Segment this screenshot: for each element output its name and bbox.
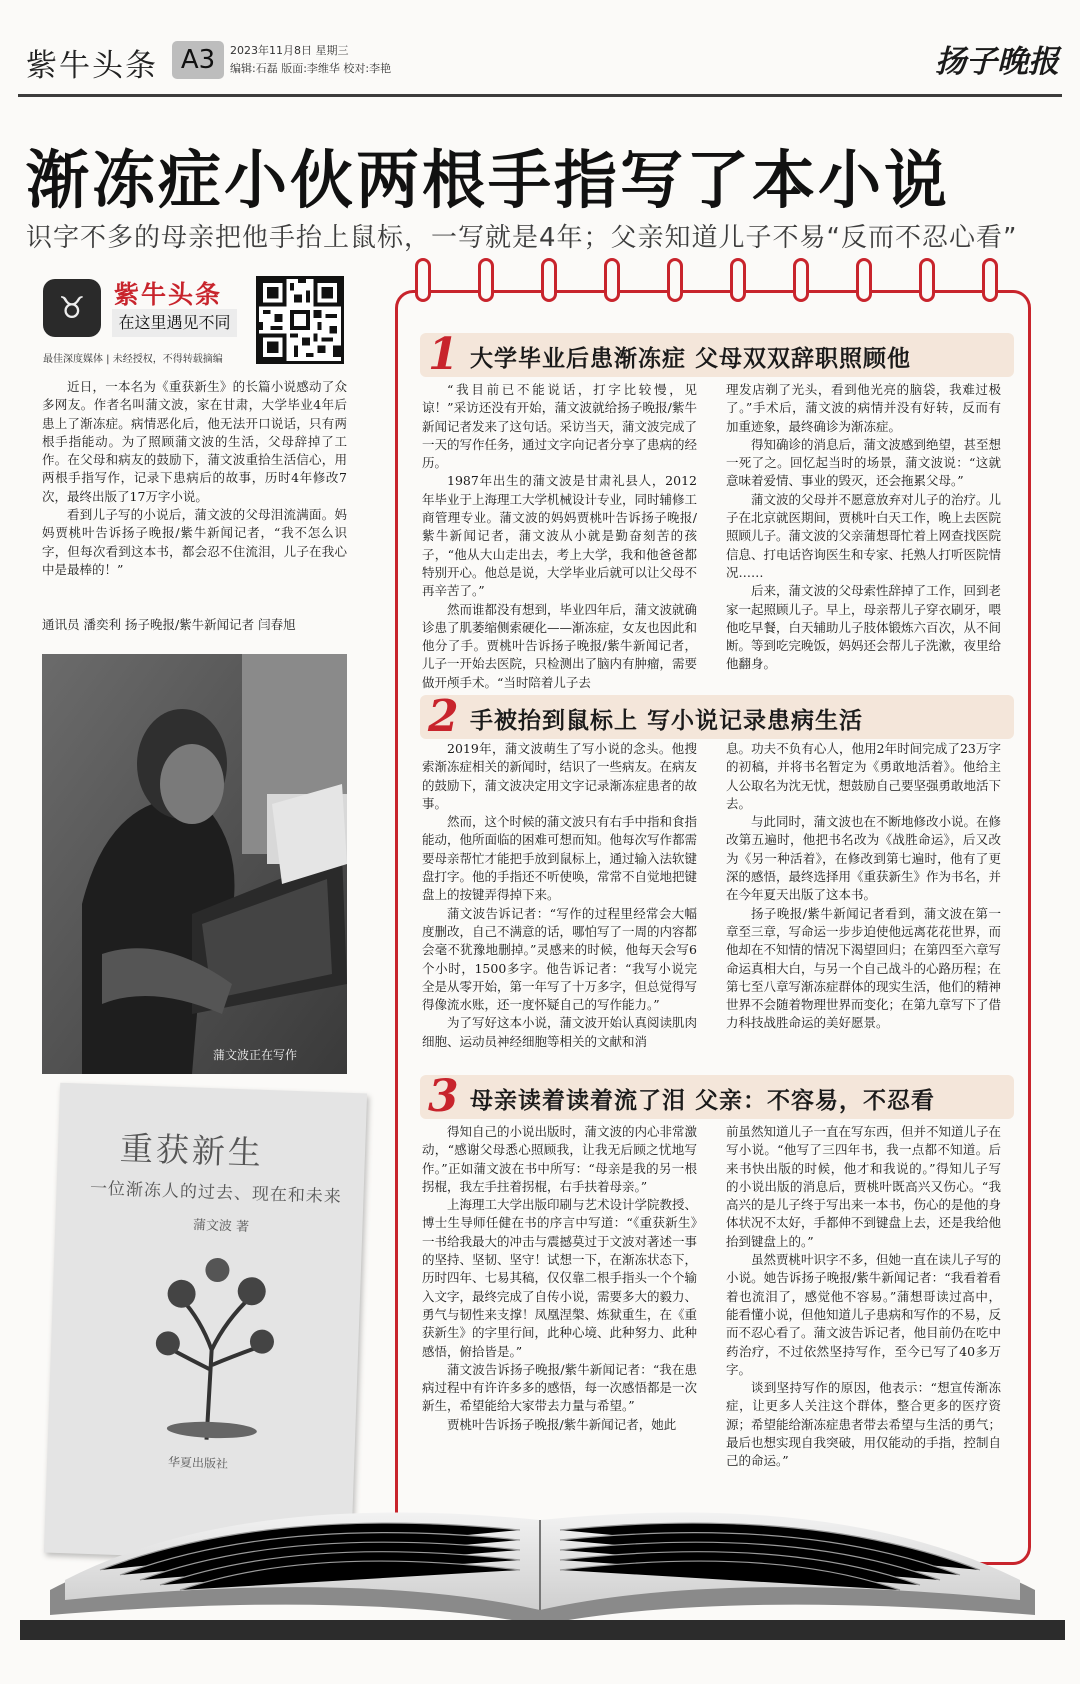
section-column	[726, 1123, 1001, 1471]
ring-icon	[667, 258, 683, 302]
binder-rings	[400, 258, 1030, 306]
paragraph: 后来，蒲文波的父母索性辞掉了工作，回到老家一起照顾儿子。早上，母亲帮儿子穿衣刷牙，喂他吃早餐，白天辅助儿子肢体锻炼六百次，从不间断。等到吃完晚饭，妈妈还会帮儿子洗漱，夜里给他翻身。	[726, 583, 1002, 672]
paragraph: 2019年，蒲文波萌生了写小说的念头。他搜索渐冻症相关的新闻时，结识了一些病友。在病友的鼓励下，蒲文波决定用文字记录渐冻症患者的故事。	[422, 741, 698, 811]
section-number: 2	[428, 691, 459, 742]
section-number: 1	[428, 329, 459, 380]
paragraph: 然而，这个时候的蒲文波只有右手中指和食指能动，他所面临的困难可想而知。他每次写作都需要母亲帮忙才能把手放到鼠标上，通过输入法软键盘打字。他的手指还不听使唤，常常不自觉地把键盘上的按键弄得掉下来。	[422, 814, 698, 903]
ring-icon	[856, 258, 872, 302]
section-title: 母亲读着读着流了泪 父亲：不容易，不忍看	[470, 1088, 936, 1114]
header-rule	[18, 94, 1062, 97]
section-title: 手被抬到鼠标上 写小说记录患病生活	[470, 708, 864, 734]
editors-line: 编辑:石磊 版面:李维华 校对:李艳	[230, 62, 392, 75]
date-line: 2023年11月8日 星期三	[230, 44, 349, 57]
paragraph: “我目前已不能说话，打字比较慢，见谅！”采访还没有开始，蒲文波就给扬子晚报/紫牛新闻记者发来了这句话。采访当天，蒲文波完成了一天的写作任务，通过文字向记者分享了患病的经历。	[422, 382, 698, 471]
book-author: 蒲文波 著	[192, 1218, 250, 1235]
open-book-illustration	[20, 1440, 1065, 1640]
ring-icon	[604, 258, 620, 302]
tree-illustration-icon	[137, 1237, 294, 1442]
book-title: 重获新生	[119, 1128, 265, 1173]
section-column	[422, 1123, 697, 1434]
ring-icon	[478, 258, 494, 302]
photo-caption: 蒲文波正在写作	[213, 1048, 298, 1062]
brand-name: 紫牛头条	[114, 280, 223, 309]
paragraph: 息。功夫不负有心人，他用2年时间完成了23万字的初稿，并将书名暂定为《勇敢地活着》。他给主人公取名为沈无忧，想鼓励自己要坚强勇敢地活下去。	[726, 741, 1002, 811]
ring-icon	[730, 258, 746, 302]
brand-tagline: 最佳深度媒体 | 未经授权，不得转载摘编	[43, 354, 223, 365]
paragraph: 为了写好这本小说，蒲文波开始认真阅读肌肉细胞、运动员神经细胞等相关的文献和消	[422, 1015, 698, 1049]
ring-icon	[541, 258, 557, 302]
brand-slogan: 在这里遇见不同	[112, 309, 237, 337]
book-publisher: 华夏出版社	[167, 1454, 229, 1472]
section-number: 3	[428, 1071, 459, 1122]
paragraph: 1987年出生的蒲文波是甘肃礼县人，2012年毕业于上海理工大学机械设计专业，同时辅修工商管理专业。蒲文波的妈妈贾桃叶告诉扬子晚报/紫牛新闻记者，蒲文波从小就是勤奋刻苦的孩子，“他从大山走出去，考上大学，我和他爸爸都特别开心。他总是说，大学毕业后就可以让父母不再辛苦了。”	[422, 473, 698, 599]
section-column	[422, 381, 697, 692]
paragraph: 蒲文波的父母并不愿意放弃对儿子的治疗。儿子在北京就医期间，贾桃叶白天工作，晚上去医院照顾儿子。蒲文波的父亲蒲想哥忙着上网查找医院信息、打电话咨询医生和专家、托熟人打听医院情况……	[726, 491, 1002, 580]
author-photo	[42, 654, 347, 1074]
paragraph: 得知确诊的消息后，蒲文波感到绝望，甚至想一死了之。回忆起当时的场景，蒲文波说：“这就意味着爱情、事业的毁灭，还会拖累父母。”	[726, 436, 1002, 489]
paragraph: 前虽然知道儿子一直在写东西，但并不知道儿子在写小说。“他写了三四年书，我一点都不知道。后来书快出版的时候，他才和我说的。”得知儿子写的小说出版的消息后，贾桃叶既高兴又伤心。“我高兴的是儿子终于写出来一本书，伤心的是他的身体状况不太好，手都伸不到键盘上去，还是我给他抬到键盘上的。”	[726, 1124, 1002, 1249]
paragraph: 然而谁都没有想到，毕业四年后，蒲文波就确诊患了肌萎缩侧索硬化——渐冻症，女友也因此和他分了手。贾桃叶告诉扬子晚报/紫牛新闻记者，儿子一开始去医院，只检测出了脑内有肿瘤，需要做开颅手术。“当时陪着儿子去	[422, 601, 698, 690]
headline: 渐冻症小伙两根手指写了本小说	[26, 144, 950, 217]
section-title: 大学毕业后患渐冻症 父母双双辞职照顾他	[470, 346, 912, 372]
section-column	[422, 740, 697, 1051]
ring-icon	[919, 258, 935, 302]
ring-icon	[415, 258, 431, 302]
deck: 识字不多的母亲把他手抬上鼠标，一写就是4年；父亲知道儿子不易“反而不忍心看”	[26, 223, 1018, 253]
masthead-logo: 扬子晚报	[935, 44, 1059, 80]
ring-icon	[793, 258, 809, 302]
zniu-logo-icon: ♉	[43, 279, 101, 337]
section-column	[726, 740, 1001, 1033]
paragraph: 虽然贾桃叶识字不多，但她一直在读儿子写的小说。她告诉扬子晚报/紫牛新闻记者：“我看着看着也流泪了，感觉他不容易。”蒲想哥读过高中，能看懂小说，但他知道儿子患病和写作的不易，反而不忍心看了。蒲文波告诉记者，他目前仍在吃中药治疗，不过依然坚持写作，至今已写了40多万字。	[726, 1252, 1002, 1377]
paragraph: 上海理工大学出版印刷与艺术设计学院教授、博士生导师任健在书的序言中写道：“《重获新生》一书给我最大的冲击与震撼莫过于文波对著述一事的坚持、坚韧、坚守！试想一下，在渐冻状态下，历时四年、七易其稿，仅仅靠二根手指头一个个输入文字，最终完成了自传小说，需要多大的毅力、勇气与韧性来支撑！凤凰涅槃、炼狱重生，在《重获新生》的字里行间，此种心境、此种努力、此种感悟，俯拾皆是。”	[422, 1197, 698, 1359]
qr-code-icon[interactable]	[256, 276, 344, 364]
page-meta	[230, 42, 391, 78]
lead-paragraph: 近日，一本名为《重获新生》的长篇小说感动了众多网友。作者名叫蒲文波，家在甘肃，大学毕业4年后患上了渐冻症。病情恶化后，他无法开口说话，只有两根手指能动。为了照顾蒲文波的生活，父母辞掉了工作。在父母和病友的鼓励下，蒲文波重拾生活信心，用两根手指写作，记录下患病后的故事，历时4年修改7次，最终出版了17万字小说。	[42, 379, 347, 504]
section-header	[420, 691, 1014, 742]
section-column	[726, 381, 1001, 674]
paragraph: 理发店剃了光头，看到他光亮的脑袋，我难过极了。”手术后，蒲文波的病情并没有好转，反而有加重迹象，最终确诊为渐冻症。	[726, 382, 1001, 434]
paragraph: 得知自己的小说出版时，蒲文波的内心非常激动，“感谢父母悉心照顾我，让我无后顾之忧地写作。”正如蒲文波在书中所写：“母亲是我的另一根拐棍，我左手拄着拐棍，右手扶着母亲。”	[422, 1124, 698, 1194]
paragraph: 扬子晚报/紫牛新闻记者看到，蒲文波在第一章至三章，写命运一步步迫使他远离花花世界，而他却在不知情的情况下渴望回归；在第四至六章写命运真相大白，与另一个自己战斗的心路历程；在第七至八章写渐冻症群体的现实生活，他们的精神世界不会随着物理世界而变化；在第九章写下了借力科技战胜命运的美好愿景。	[726, 905, 1002, 1031]
lead-paragraph: 看到儿子写的小说后，蒲文波的父母泪流满面。妈妈贾桃叶告诉扬子晚报/紫牛新闻记者，“我不怎么识字，但每次看到这本书，都会忍不住流泪，儿子在我心中是最棒的！”	[42, 507, 347, 577]
ring-icon	[982, 258, 998, 302]
paragraph: 与此同时，蒲文波也在不断地修改小说。在修改第五遍时，他把书名改为《战胜命运》，后又改为《另一种活着》，在修改到第七遍时，他有了更深的感悟，最终选择用《重获新生》作为书名，并在今年夏天出版了这本书。	[726, 814, 1002, 903]
section-header	[420, 329, 1014, 380]
paragraph: 蒲文波告诉扬子晚报/紫牛新闻记者：“我在患病过程中有许许多多的感悟，每一次感悟都是一次新生，希望能给大家带去力量与希望。”	[422, 1361, 698, 1414]
paragraph: 贾桃叶告诉扬子晚报/紫牛新闻记者，她此	[447, 1416, 677, 1432]
section-header	[420, 1071, 1014, 1122]
lead-article	[42, 378, 347, 579]
page-number: A3	[172, 41, 224, 79]
byline: 通讯员 潘奕利 扬子晚报/紫牛新闻记者 闫春旭	[42, 617, 296, 632]
section-name: 紫牛头条	[26, 48, 158, 84]
paragraph: 蒲文波告诉记者：“写作的过程里经常会大幅度删改，自己不满意的话，哪怕写了一周的内容都会毫不犹豫地删掉。”灵感来的时候，他每天会写6个小时，1500多字。他告诉记者：“我写小说完全是从零开始，第一年写了十万多字，但总觉得写得像流水账，还一度怀疑自己的写作能力。”	[422, 905, 698, 1013]
paragraph: 谈到坚持写作的原因，他表示：“想宣传渐冻症，让更多人关注这个群体，整合更多的医疗资源；希望能给渐冻症患者带去希望与生活的勇气；最后也想实现自我突破，用仅能动的手指，控制自己的命运。”	[726, 1380, 1002, 1469]
book-subtitle: 一位渐冻人的过去、现在和未来	[89, 1178, 343, 1208]
